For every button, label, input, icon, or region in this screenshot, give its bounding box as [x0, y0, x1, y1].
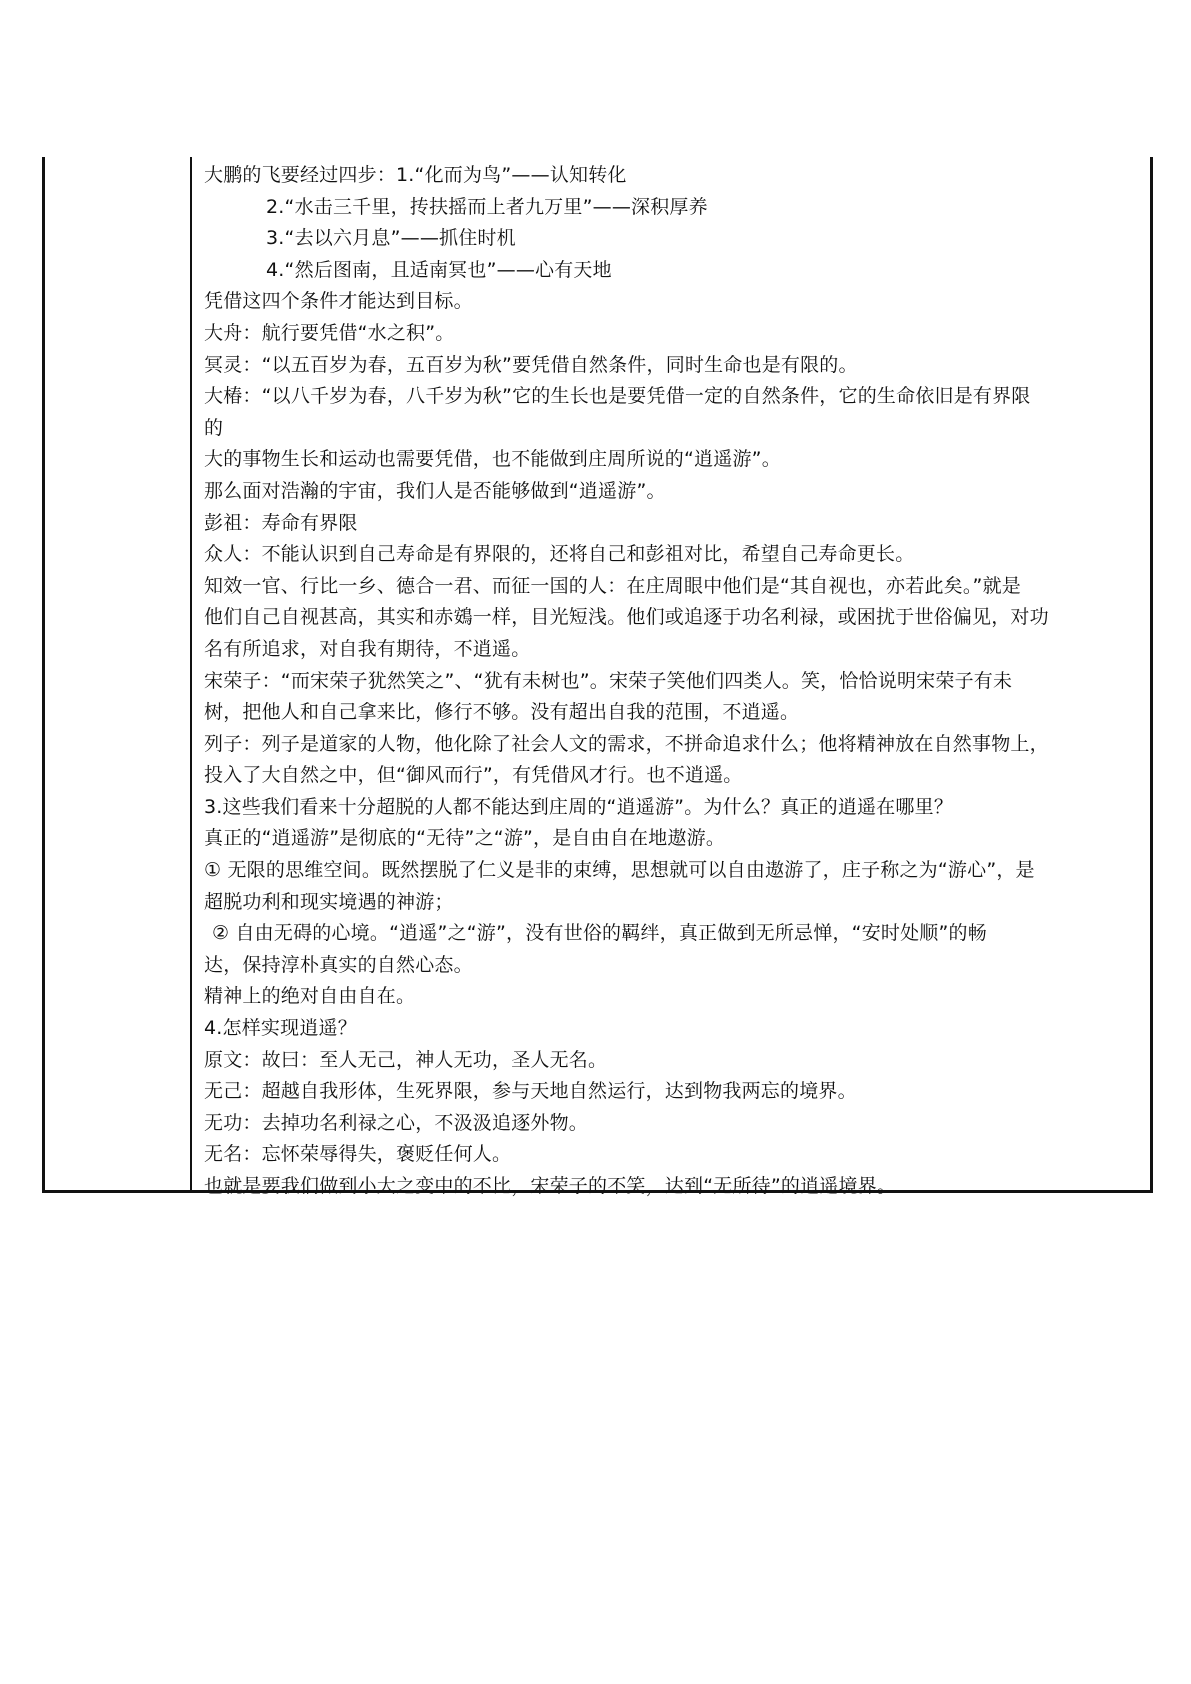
text-line: 大椿：“以八千岁为春，八千岁为秋”它的生长也是要凭借一定的自然条件，它的生命依旧是有界限 [204, 385, 1031, 408]
text-line: 知效一官、行比一乡、德合一君、而征一国的人：在庄周眼中他们是“其自视也，亦若此矣。”就是 [204, 574, 1021, 597]
text-line: 凭借这四个条件才能达到目标。 [204, 290, 473, 313]
text-line: 的 [204, 416, 224, 439]
text-line: 也就是要我们做到小大之变中的不比，宋荣子的不笑，达到“无所待”的逍遥境界。 [204, 1175, 897, 1197]
text-line: 大舟：航行要凭借“水之积”。 [204, 321, 455, 344]
text-line: 4.“然后图南，且适南冥也”——心有天地 [266, 258, 612, 281]
text-line: 原文：故曰：至人无己，神人无功，圣人无名。 [204, 1048, 608, 1071]
text-line: 达，保持淳朴真实的自然心态。 [204, 953, 473, 976]
table-left-cell [45, 157, 192, 1190]
text-line: 大的事物生长和运动也需要凭借，也不能做到庄周所说的“逍遥游”。 [204, 448, 781, 471]
text-line: ① 无限的思维空间。既然摆脱了仁义是非的束缚，思想就可以自由遨游了，庄子称之为“游心”，是 [204, 859, 1035, 882]
text-line: 3.这些我们看来十分超脱的人都不能达到庄周的“逍遥游”。为什么？真正的逍遥在哪里？ [204, 795, 954, 818]
text-line: 超脱功利和现实境遇的神游； [204, 890, 454, 913]
text-line: 真正的“逍遥游”是彻底的“无待”之“游”，是自由自在地遨游。 [204, 827, 726, 850]
text-line: 2.“水击三千里，抟扶摇而上者九万里”——深积厚养 [266, 195, 708, 218]
text-line: 列子：列子是道家的人物，他化除了社会人文的需求，不拼命追求什么；他将精神放在自然事物上， [204, 732, 1049, 755]
text-line: 宋荣子：“而宋荣子犹然笑之”、“犹有未树也”。宋荣子笑他们四类人。笑，恰恰说明宋荣子有未 [204, 669, 1013, 692]
text-line: 无功：去掉功名利禄之心，不汲汲追逐外物。 [204, 1111, 589, 1134]
text-line: 众人：不能认识到自己寿命是有界限的，还将自己和彭祖对比，希望自己寿命更长。 [204, 543, 915, 566]
text-line: 冥灵：“以五百岁为春，五百岁为秋”要凭借自然条件，同时生命也是有限的。 [204, 353, 858, 376]
text-line: 那么面对浩瀚的宇宙，我们人是否能够做到“逍遥游”。 [204, 479, 666, 502]
text-line: 树，把他人和自己拿来比，修行不够。没有超出自我的范围，不逍遥。 [204, 701, 800, 724]
text-line: 精神上的绝对自由自在。 [204, 985, 416, 1008]
text-line: ② 自由无碍的心境。“逍遥”之“游”，没有世俗的羁绊，真正做到无所忌惮，“安时处顺”的畅 [212, 922, 987, 945]
text-line: 他们自己自视甚高，其实和赤鴳一样，目光短浅。他们或追逐于功名利禄，或困扰于世俗偏见，对功 [204, 606, 1049, 629]
text-line: 投入了大自然之中，但“御风而行”，有凭借风才行。也不逍遥。 [204, 764, 743, 787]
table-content-cell [192, 157, 1150, 1197]
text-line: 3.“去以六月息”——抓住时机 [266, 227, 516, 250]
lesson-table [42, 157, 1153, 1197]
text-line: 无己：超越自我形体，生死界限，参与天地自然运行，达到物我两忘的境界。 [204, 1080, 857, 1103]
text-line: 大鹏的飞要经过四步：1.“化而为鸟”——认知转化 [204, 164, 627, 186]
text-line: 4.怎样实现逍遥？ [204, 1017, 357, 1040]
text-line: 无名：忘怀荣辱得失，褒贬任何人。 [204, 1143, 512, 1166]
text-line: 彭祖：寿命有界限 [204, 511, 358, 534]
text-line: 名有所追求，对自我有期待，不逍遥。 [204, 637, 531, 660]
